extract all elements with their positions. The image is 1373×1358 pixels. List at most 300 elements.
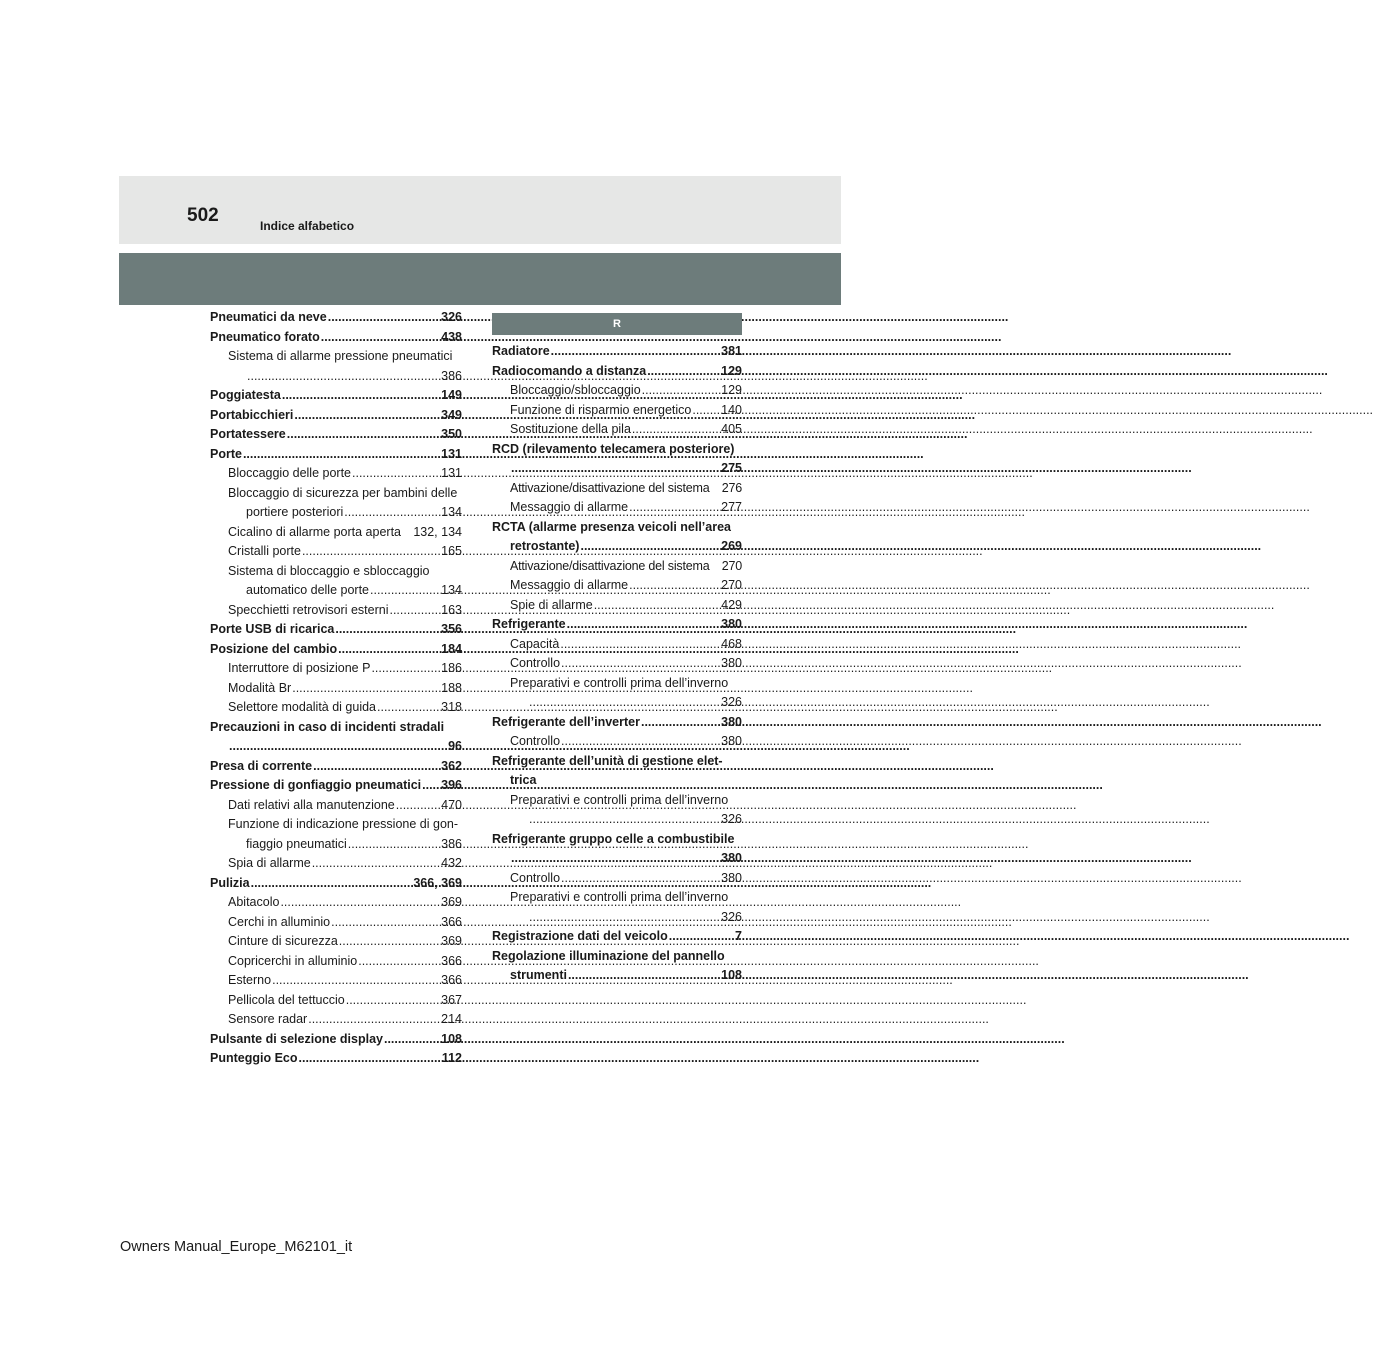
entry-line	[228, 464, 462, 484]
entry-page-ref: 318	[441, 700, 462, 714]
entry-line	[492, 615, 742, 635]
index-subentry	[492, 732, 742, 752]
index-entry	[210, 776, 462, 796]
leader-dots	[692, 401, 720, 421]
entry-line	[510, 557, 742, 577]
entry-line	[210, 640, 462, 660]
entry-title: Controllo	[510, 656, 561, 670]
leader-dots	[529, 908, 720, 928]
leader-dots	[321, 328, 440, 348]
entry-page-ref: 214	[441, 1012, 462, 1026]
leader-dots	[292, 679, 440, 699]
footer-text: Owners Manual_Europe_M62101_it	[120, 1239, 353, 1255]
entry-title: Capacità	[510, 636, 560, 651]
entry-title: Attivazione/disattivazione del sistema	[510, 558, 710, 573]
entry-line	[492, 459, 742, 479]
entry-title: Posizione del cambio	[210, 641, 338, 656]
entry-page-ref: 380	[721, 714, 742, 729]
leader-dots	[529, 810, 720, 830]
leader-dots	[669, 927, 734, 947]
index-subentry	[210, 971, 462, 991]
entry-page-ref: 108	[441, 1031, 462, 1046]
entry-line	[210, 737, 462, 757]
entry-page-ref: 432	[441, 856, 462, 870]
leader-dots	[348, 835, 440, 855]
entry-line	[228, 913, 462, 933]
index-subentry	[210, 464, 462, 484]
entry-page-ref: 165	[441, 544, 462, 558]
entry-line	[228, 952, 462, 972]
entry-page-ref: 149	[441, 388, 462, 402]
entry-line	[510, 908, 742, 928]
entry-title: Pneumatico forato	[210, 329, 320, 344]
entry-title: Pellicola del tettuccio	[228, 992, 345, 1007]
entry-page-ref: 129	[721, 383, 742, 397]
index-column-left	[210, 308, 462, 1069]
entry-page-ref: 132, 134	[413, 524, 462, 539]
index-entry	[492, 752, 742, 791]
leader-dots	[629, 498, 720, 518]
index-subentry	[210, 815, 462, 854]
entry-line	[510, 732, 742, 752]
index-subentry	[210, 1010, 462, 1030]
entry-title: Specchietti retrovisori esterni	[228, 602, 389, 617]
entry-title: Bloccaggio di sicurezza per bambini delle	[228, 485, 458, 500]
letter-heading	[492, 313, 742, 335]
entry-line	[510, 810, 742, 830]
entry-title: Pneumatici da neve	[210, 310, 327, 324]
leader-dots	[302, 542, 440, 562]
index-entry	[210, 757, 462, 777]
entry-page-ref: 349	[441, 407, 462, 422]
entry-line	[210, 1030, 462, 1050]
entry-title: Funzione di risparmio energetico	[510, 402, 692, 417]
entry-title: Funzione di indicazione pressione di gon-	[228, 817, 459, 831]
entry-line	[492, 537, 742, 557]
index-subentry	[492, 674, 742, 713]
index-entry	[210, 874, 462, 894]
leader-dots	[308, 1010, 440, 1030]
entry-line	[228, 679, 462, 699]
entry-title: trica	[510, 773, 537, 787]
entry-title: Abitacolo	[228, 895, 280, 909]
entry-line	[228, 698, 462, 718]
index-column-right	[492, 313, 742, 986]
leader-dots	[632, 420, 720, 440]
entry-page-ref: 350	[441, 427, 462, 441]
entry-line	[228, 542, 462, 562]
entry-line	[510, 576, 742, 596]
entry-page-ref: 429	[721, 597, 742, 612]
leader-dots	[331, 913, 440, 933]
leader-dots	[344, 503, 440, 523]
leader-dots	[389, 601, 440, 621]
entry-title: RCTA (allarme presenza veicoli nell’area	[492, 519, 731, 534]
index-entry	[492, 362, 742, 382]
entry-title: Cinture di sicurezza	[228, 934, 338, 948]
entry-page-ref: 134	[441, 583, 462, 597]
leader-dots	[568, 966, 720, 986]
entry-line	[510, 498, 742, 518]
leader-dots	[561, 869, 720, 889]
entry-title: Cerchi in alluminio	[228, 914, 331, 929]
entry-page-ref: 386	[441, 836, 462, 851]
entry-line	[228, 601, 462, 621]
entry-page-ref: 386	[441, 368, 462, 383]
index-subentry	[210, 854, 462, 874]
entry-line	[510, 596, 742, 616]
entry-title: Portatessere	[210, 427, 286, 441]
index-entry	[210, 1030, 462, 1050]
entry-line	[210, 620, 462, 640]
leader-dots	[339, 932, 440, 952]
entry-title: Bloccaggio delle porte	[228, 466, 351, 480]
entry-page-ref: 468	[721, 636, 742, 651]
entry-page-ref: 129	[721, 363, 742, 378]
leader-dots	[282, 386, 440, 406]
entry-title: Portabicchieri	[210, 407, 294, 422]
entry-page-ref: 188	[441, 680, 462, 695]
index-subentry	[210, 893, 462, 913]
entry-page-ref: 366	[441, 973, 462, 987]
entry-line	[210, 757, 462, 777]
entry-line	[228, 503, 462, 523]
entry-title: Cristalli porte	[228, 544, 301, 558]
entry-title: Controllo	[510, 734, 561, 748]
entry-title: Modalità Br	[228, 680, 292, 695]
leader-dots	[243, 445, 440, 465]
entry-title: Attivazione/disattivazione del sistema	[510, 480, 710, 495]
entry-page-ref: 366	[441, 953, 462, 968]
entry-line	[210, 425, 462, 445]
entry-line	[492, 713, 742, 733]
index-entry	[210, 386, 462, 406]
leader-dots	[551, 342, 720, 362]
entry-page-ref: 326	[721, 812, 742, 826]
entry-page-ref: 108	[721, 968, 742, 982]
entry-line	[210, 328, 462, 348]
entry-title: Spia di allarme	[228, 856, 311, 870]
entry-line	[210, 445, 462, 465]
entry-page-ref: 380	[721, 734, 742, 748]
entry-line	[210, 776, 462, 796]
index-subentry	[492, 888, 742, 927]
leader-dots	[272, 971, 440, 991]
leader-dots	[312, 854, 440, 874]
leader-dots	[641, 713, 720, 733]
index-subentry	[492, 401, 742, 421]
page-number: 502	[187, 205, 219, 226]
leader-dots	[529, 693, 720, 713]
entry-line	[228, 523, 462, 543]
index-subentry	[210, 347, 462, 386]
entry-title: Selettore modalità di guida	[228, 700, 377, 714]
leader-dots	[338, 640, 440, 660]
entry-title: retrostante)	[510, 539, 580, 553]
index-subentry	[492, 791, 742, 830]
entry-title: Spie di allarme	[510, 597, 593, 612]
index-subentry	[492, 576, 742, 596]
entry-title: Messaggio di allarme	[510, 578, 629, 592]
entry-page-ref: 326	[441, 310, 462, 324]
entry-title: portiere posteriori	[246, 505, 344, 519]
entry-line	[510, 869, 742, 889]
entry-title: Radiocomando a distanza	[492, 363, 647, 378]
leader-dots	[594, 596, 720, 616]
leader-dots	[511, 459, 720, 479]
leader-dots	[247, 367, 440, 387]
entry-page-ref: 7	[735, 929, 742, 943]
leader-dots	[280, 893, 440, 913]
entry-title: Messaggio di allarme	[510, 500, 629, 514]
entry-title: Dati relativi alla manutenzione	[228, 797, 395, 812]
section-title: Indice alfabetico	[260, 219, 355, 233]
entry-title: Refrigerante dell’inverter	[492, 714, 640, 729]
leader-dots	[229, 737, 447, 757]
index-subentry	[210, 659, 462, 679]
entry-page-ref: 366, 369	[413, 875, 462, 890]
index-entry	[492, 440, 742, 479]
header-band	[119, 253, 841, 305]
index-entry	[210, 1049, 462, 1069]
entry-title: Bloccaggio/sbloccaggio	[510, 383, 641, 397]
index-entry	[492, 342, 742, 362]
leader-dots	[313, 757, 440, 777]
entry-title: Pulizia	[210, 875, 250, 890]
index-subentry	[210, 523, 462, 543]
index-subentry	[210, 991, 462, 1011]
leader-dots	[287, 425, 440, 445]
entry-line	[510, 479, 742, 499]
index-subentry	[210, 952, 462, 972]
index-subentry	[210, 698, 462, 718]
entry-page-ref: 380	[721, 656, 742, 670]
entry-line	[228, 581, 462, 601]
index-entries-right	[492, 342, 742, 986]
entry-page-ref: 96	[448, 739, 462, 753]
entry-page-ref: 380	[721, 851, 742, 865]
entry-page-ref: 131	[441, 446, 462, 461]
entry-title: strumenti	[510, 968, 567, 982]
entry-page-ref: 369	[441, 934, 462, 948]
entry-page-ref: 140	[721, 402, 742, 417]
entry-line	[492, 362, 742, 382]
entry-page-ref: 362	[441, 758, 462, 773]
entry-title: automatico delle porte	[246, 583, 369, 597]
entry-line	[492, 966, 742, 986]
entry-line	[510, 693, 742, 713]
entry-line	[210, 308, 462, 328]
entry-title: Preparativi e controlli prima dell’inverno	[510, 792, 729, 807]
entry-page-ref: 380	[721, 617, 742, 631]
entry-title: Refrigerante dell’unità di gestione elet-	[492, 753, 723, 768]
entry-title: Interruttore di posizione P	[228, 661, 371, 675]
entry-page-ref: 186	[441, 661, 462, 675]
entry-title: Esterno	[228, 973, 272, 987]
index-subentry	[210, 601, 462, 621]
leader-dots	[561, 654, 720, 674]
index-subentry	[210, 484, 462, 523]
entry-page-ref: 326	[721, 695, 742, 709]
index-subentry	[492, 420, 742, 440]
entry-page-ref: 326	[721, 909, 742, 924]
index-entry	[210, 445, 462, 465]
entry-title: fiaggio pneumatici	[246, 836, 347, 851]
entry-title: Sostituzione della pila	[510, 422, 631, 436]
entry-title: Precauzioni in caso di incidenti stradali	[210, 719, 445, 734]
entry-page-ref: 367	[441, 992, 462, 1007]
entry-page-ref: 277	[721, 500, 742, 514]
entry-title: Regolazione illuminazione del pannello	[492, 948, 725, 963]
entry-title: Refrigerante gruppo celle a combustibile	[492, 831, 735, 846]
entry-page-ref: 366	[441, 914, 462, 929]
leader-dots	[567, 615, 721, 635]
index-subentry	[492, 381, 742, 401]
entry-line	[228, 893, 462, 913]
index-subentry	[492, 869, 742, 889]
entry-page-ref: 134	[441, 505, 462, 519]
index-entry	[210, 640, 462, 660]
entry-page-ref: 269	[721, 539, 742, 553]
entry-page-ref: 405	[721, 422, 742, 436]
entry-title: Punteggio Eco	[210, 1051, 298, 1065]
leader-dots	[335, 620, 440, 640]
leader-dots	[580, 537, 720, 557]
entry-page-ref: 275	[721, 461, 742, 475]
entry-page-ref: 270	[721, 558, 742, 573]
page-header	[119, 176, 841, 244]
entry-title: Controllo	[510, 870, 561, 885]
entry-title: Registrazione dati del veicolo	[492, 929, 668, 943]
entry-title: Cicalino di allarme porta aperta	[228, 524, 402, 539]
index-subentry	[210, 913, 462, 933]
entry-page-ref: 184	[441, 641, 462, 656]
index-subentry	[210, 542, 462, 562]
leader-dots	[358, 952, 440, 972]
leader-dots	[328, 308, 440, 328]
index-entry	[492, 615, 742, 635]
index-subentry	[210, 562, 462, 601]
entry-line	[228, 1010, 462, 1030]
entry-title: Sistema di bloccaggio e sbloccaggio	[228, 563, 430, 578]
entry-line	[510, 635, 742, 655]
entry-line	[210, 1049, 462, 1069]
leader-dots	[251, 874, 413, 894]
entry-line	[510, 654, 742, 674]
entry-line	[228, 659, 462, 679]
index-entry	[492, 713, 742, 733]
index-entry	[210, 406, 462, 426]
index-entry	[492, 830, 742, 869]
index-subentry	[210, 796, 462, 816]
entry-title: Presa di corrente	[210, 758, 313, 773]
leader-dots	[561, 732, 720, 752]
entry-line	[228, 991, 462, 1011]
entry-line	[228, 796, 462, 816]
entry-title: Sistema di allarme pressione pneumatici	[228, 349, 453, 363]
entry-line	[510, 381, 742, 401]
leader-dots	[396, 796, 440, 816]
leader-dots	[384, 1030, 440, 1050]
index-entry	[492, 518, 742, 557]
entry-page-ref: 381	[721, 344, 742, 358]
leader-dots	[371, 659, 440, 679]
entry-title: Porte	[210, 446, 242, 461]
index-subentry	[492, 596, 742, 616]
entry-title: Preparativi e controlli prima dell’inverno	[510, 890, 729, 904]
leader-dots	[560, 635, 720, 655]
entry-line	[492, 849, 742, 869]
entry-line	[510, 420, 742, 440]
leader-dots	[370, 581, 440, 601]
index-entry	[210, 620, 462, 640]
index-subentry	[492, 635, 742, 655]
entry-page-ref: 356	[441, 622, 462, 636]
index-subentry	[492, 498, 742, 518]
leader-dots	[642, 381, 721, 401]
index-entry	[210, 425, 462, 445]
entry-title: RCD (rilevamento telecamera posteriore)	[492, 441, 735, 456]
leader-dots	[294, 406, 440, 426]
entry-page-ref: 163	[441, 602, 462, 617]
entry-title: Sensore radar	[228, 1012, 308, 1026]
index-entry	[492, 947, 742, 986]
entry-line	[228, 971, 462, 991]
index-entry	[492, 927, 742, 947]
index-entry	[210, 328, 462, 348]
entry-title: Copricerchi in alluminio	[228, 953, 358, 968]
entry-line	[210, 406, 462, 426]
entry-title: Pulsante di selezione display	[210, 1031, 383, 1046]
entry-title: Poggiatesta	[210, 388, 281, 402]
leader-dots	[629, 576, 720, 596]
entry-line	[210, 874, 462, 894]
entry-line	[210, 386, 462, 406]
leader-dots	[299, 1049, 441, 1069]
entry-page-ref: 369	[441, 895, 462, 909]
entry-page-ref: 438	[441, 329, 462, 344]
index-entry	[210, 718, 462, 757]
leader-dots	[346, 991, 440, 1011]
entry-line	[228, 854, 462, 874]
entry-title: Refrigerante	[492, 617, 566, 631]
leader-dots	[647, 362, 720, 382]
entry-line	[228, 932, 462, 952]
leader-dots	[377, 698, 440, 718]
entry-page-ref: 270	[721, 578, 742, 592]
entry-page-ref: 112	[441, 1051, 462, 1065]
entry-line	[228, 835, 462, 855]
entry-title: Pressione di gonfiaggio pneumatici	[210, 778, 422, 792]
leader-dots	[422, 776, 440, 796]
entry-title: Porte USB di ricarica	[210, 622, 335, 636]
entry-title: Radiatore	[492, 344, 550, 358]
index-subentry	[210, 679, 462, 699]
leader-dots	[352, 464, 440, 484]
entry-line	[492, 771, 742, 791]
entry-page-ref: 276	[721, 480, 742, 495]
leader-dots	[511, 849, 720, 869]
index-subentry	[492, 654, 742, 674]
entry-line	[492, 927, 742, 947]
entry-title: Preparativi e controlli prima dell’inverno	[510, 675, 729, 690]
entry-page-ref: 396	[441, 778, 462, 792]
entry-line	[228, 367, 462, 387]
entry-page-ref: 470	[441, 797, 462, 812]
index-subentry	[210, 932, 462, 952]
entry-page-ref: 131	[441, 466, 462, 480]
index-subentry	[492, 479, 742, 499]
